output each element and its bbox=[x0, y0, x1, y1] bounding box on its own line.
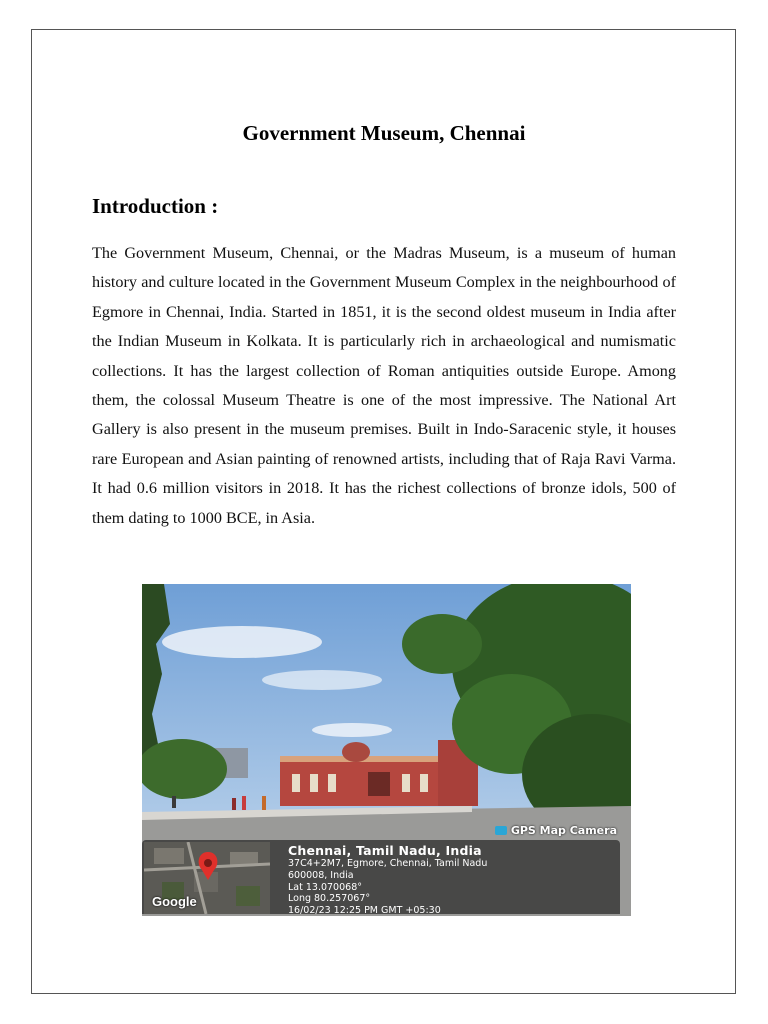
camera-icon bbox=[495, 826, 507, 835]
gps-camera-label: GPS Map Camera bbox=[510, 824, 617, 837]
location-city: Chennai, Tamil Nadu, India bbox=[288, 843, 482, 858]
document-title: Government Museum, Chennai bbox=[242, 121, 526, 145]
intro-paragraph: The Government Museum, Chennai, or the Madras Museum, is a museum of human history and culture located in the Government Museum Complex in the neighbourhood of Egmore in Chennai, India. Started in 1851, it is the second oldest museum in India after the Indian Museum in Kolkata. It is particularly rich in archaeological and numismatic collections. It has the largest collection of Roman antiquities outside Europe. Among them, the colossal Museum Theatre is one of the most impressive. The National Art Gallery is also present in the museum premises. Built in Indo-Saracenic style, it houses rare European and Asian painting of renowned artists, including that of Raja Ravi Varma. It had 0.6 million visitors in 2018. It has the richest collections of bronze idols, 500 of them dating to 1000 BCE, in Asia. bbox=[92, 244, 676, 527]
gps-camera-tag bbox=[495, 824, 617, 837]
google-logo: Google bbox=[152, 894, 197, 909]
latitude: Lat 13.070068° bbox=[288, 881, 362, 893]
timestamp: 16/02/23 12:25 PM GMT +05:30 bbox=[288, 905, 441, 916]
longitude: Long 80.257067° bbox=[288, 893, 371, 905]
map-thumbnail bbox=[144, 842, 270, 914]
museum-photo bbox=[142, 584, 631, 916]
address-line-2: 600008, India bbox=[288, 869, 354, 881]
section-heading: Introduction : bbox=[92, 194, 219, 218]
gps-info-overlay bbox=[142, 840, 620, 914]
address-line-1: 37C4+2M7, Egmore, Chennai, Tamil Nadu bbox=[288, 858, 488, 869]
location-details bbox=[288, 843, 487, 916]
